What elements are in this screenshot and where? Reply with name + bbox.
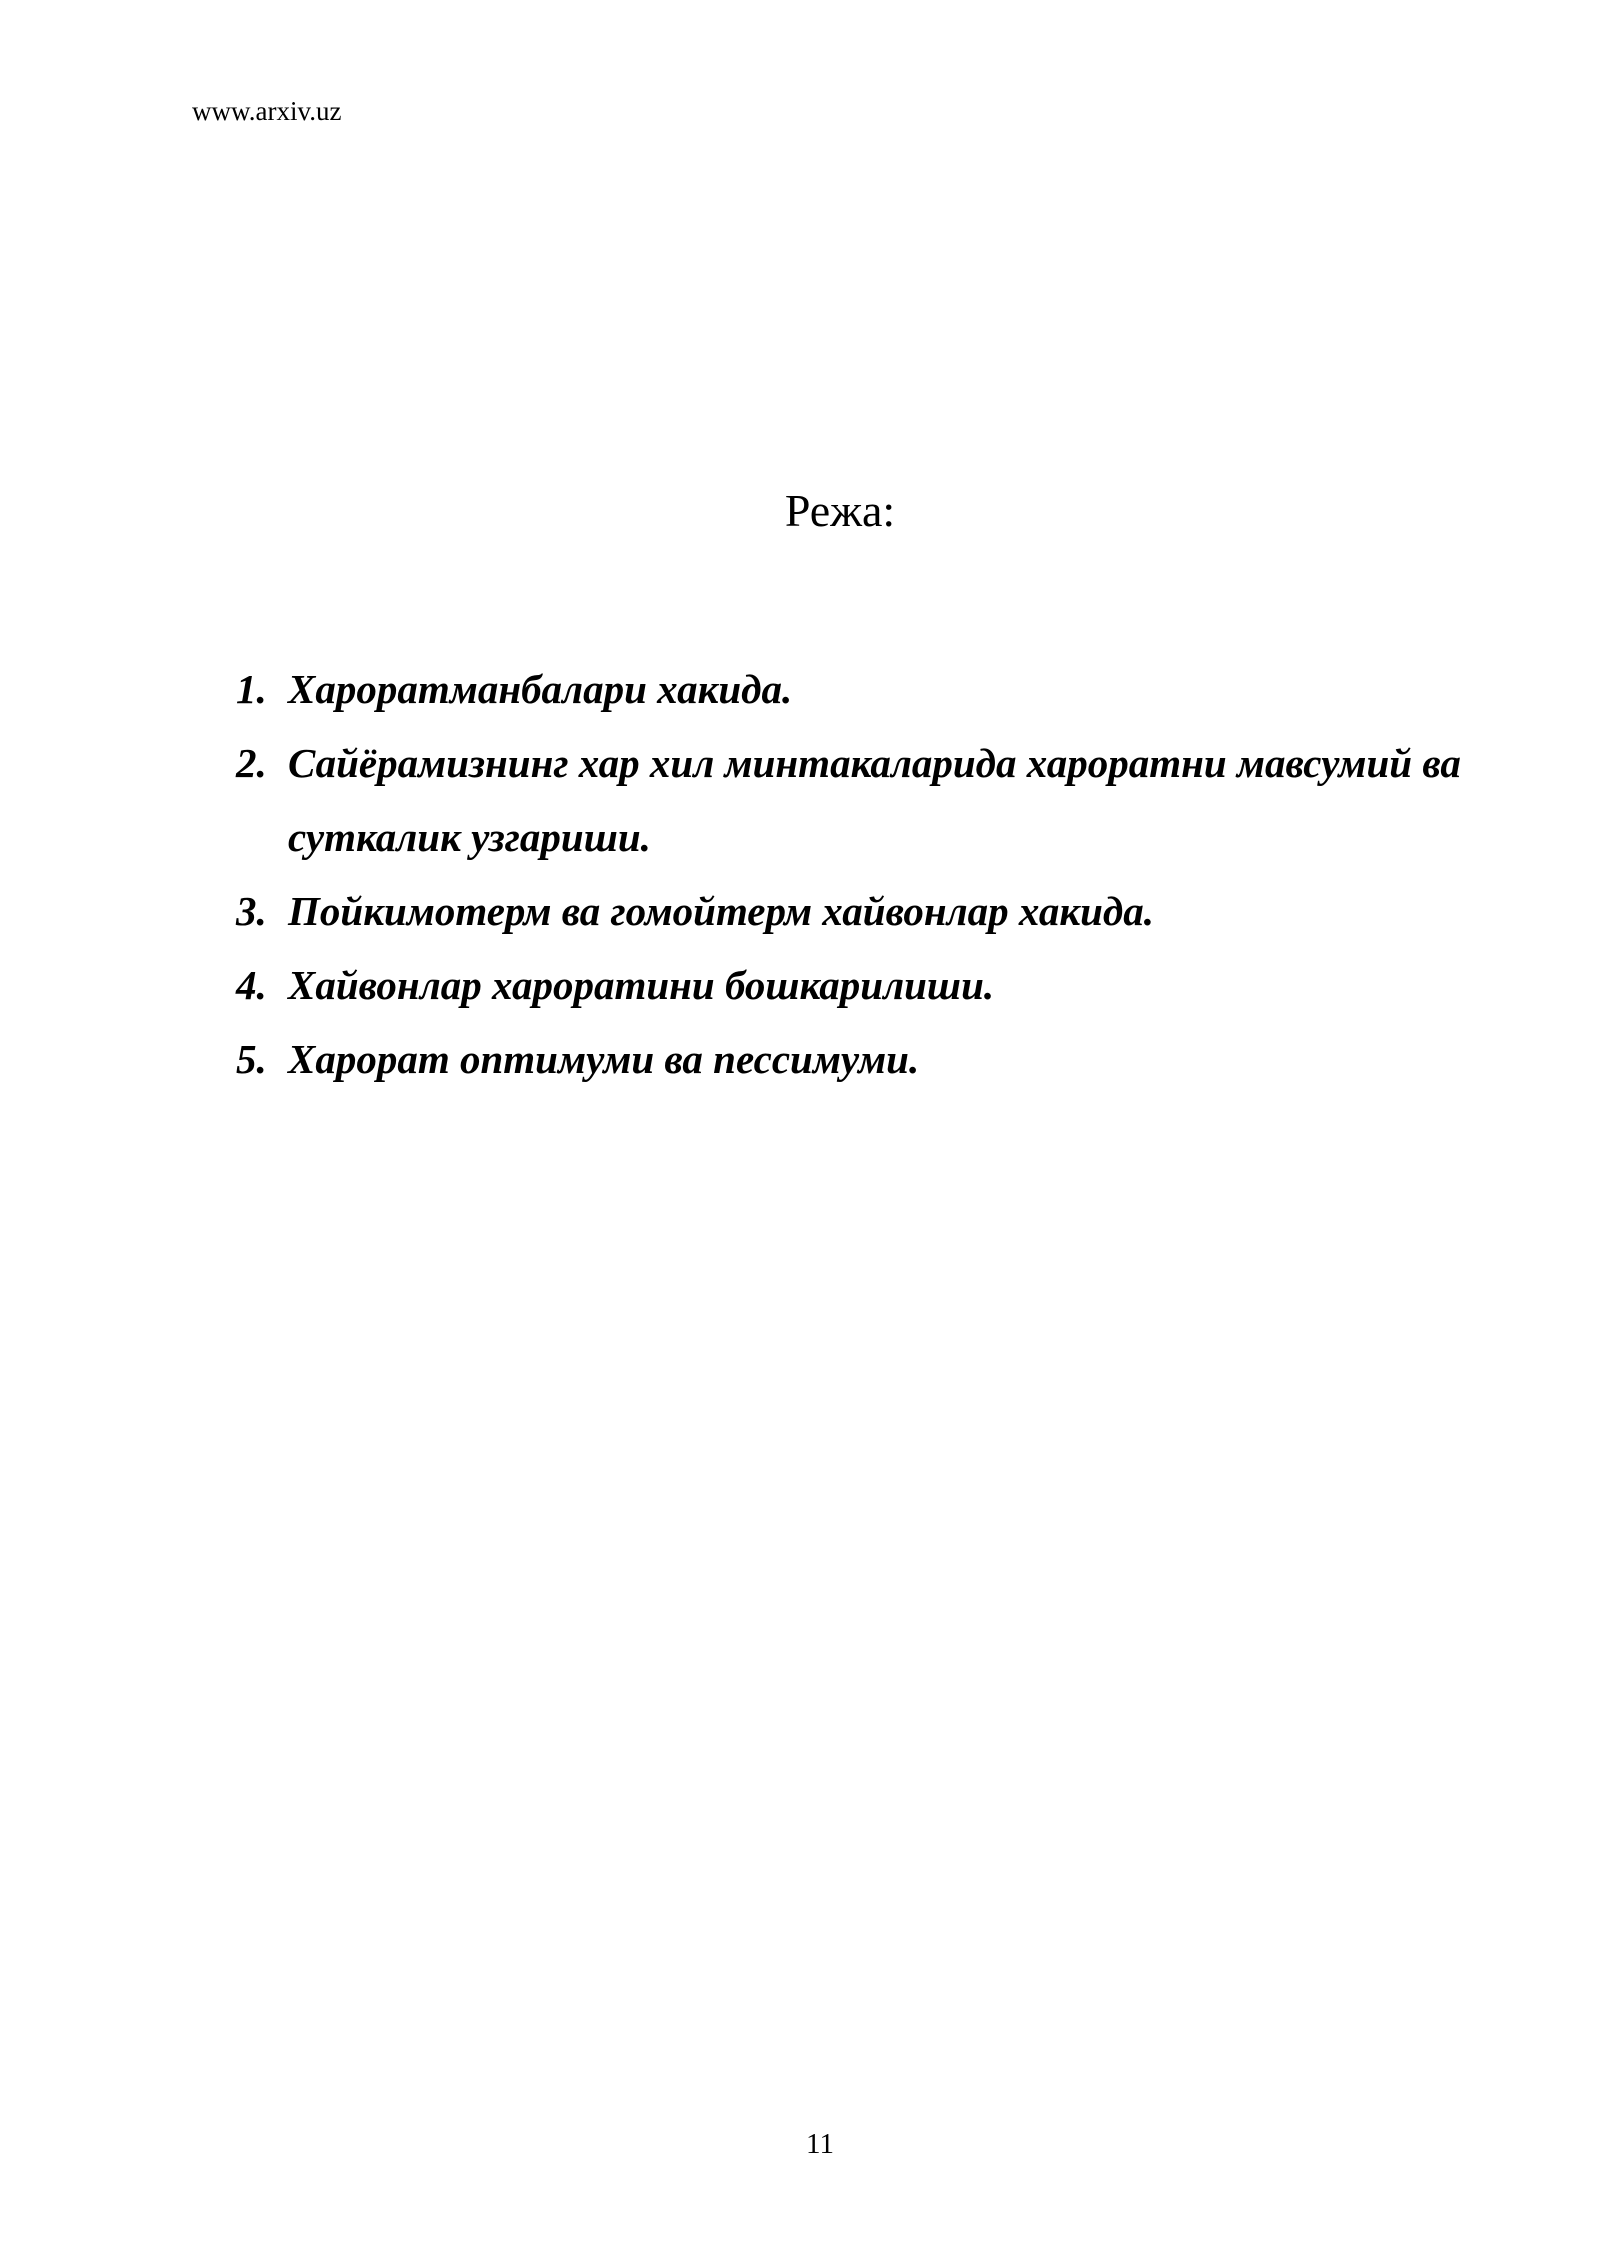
plan-item-text: Сайёрамизнинг хар хил минтакаларида хароратни мавсумий ва суткалик узгариши. <box>288 740 1461 860</box>
plan-list <box>236 652 1496 1096</box>
plan-item-text: Хароратманбалари хакида. <box>288 666 793 712</box>
plan-item-number: 3. <box>236 888 267 934</box>
plan-item-5 <box>236 1022 1496 1096</box>
plan-item-number: 5. <box>236 1036 267 1082</box>
plan-item-3 <box>236 874 1496 948</box>
plan-item-text: Харорат оптимуми ва пессимуми. <box>288 1036 920 1082</box>
page-number: 11 <box>806 2128 834 2160</box>
plan-item-2 <box>236 726 1496 874</box>
plan-item-number: 4. <box>236 962 267 1008</box>
plan-item-number: 1. <box>236 666 267 712</box>
header-url: www.arxiv.uz <box>192 96 342 126</box>
plan-item-text: Хайвонлар хароратини бошкарилиши. <box>288 962 995 1008</box>
plan-item-number: 2. <box>236 740 267 786</box>
plan-title: Режа: <box>784 485 896 536</box>
plan-item-1 <box>236 652 1496 726</box>
plan-item-text: Пойкимотерм ва гомойтерм хайвонлар хакида. <box>288 888 1155 934</box>
plan-item-4 <box>236 948 1496 1022</box>
